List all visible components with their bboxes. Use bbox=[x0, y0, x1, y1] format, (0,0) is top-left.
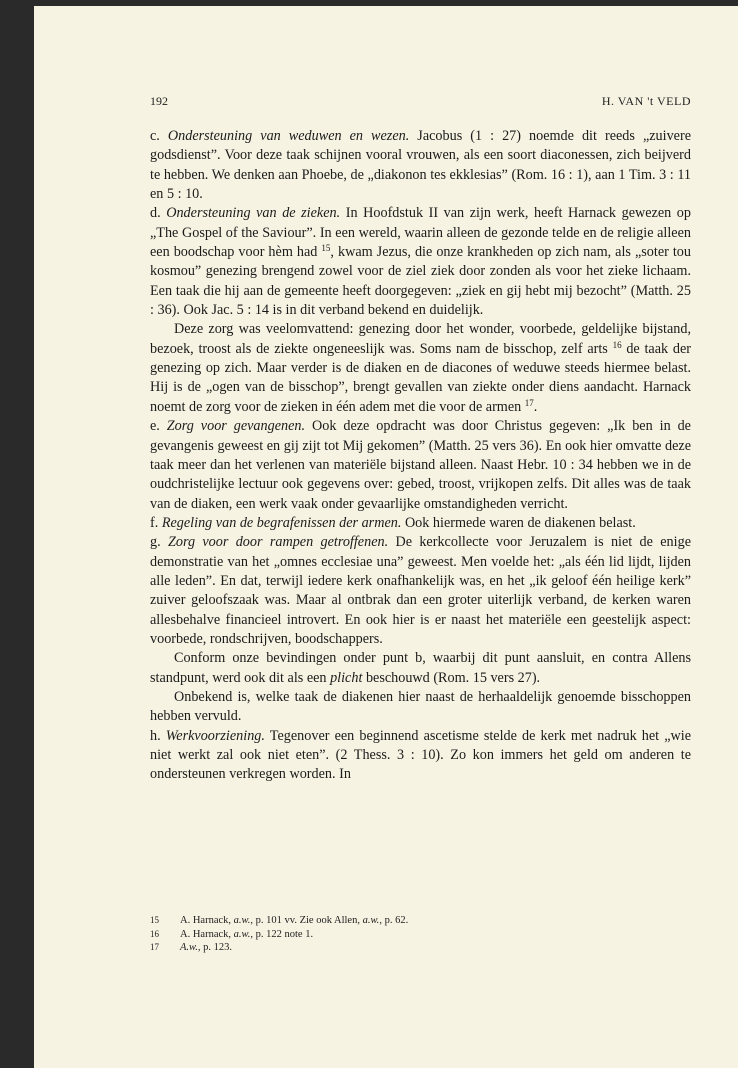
footnotes bbox=[150, 914, 691, 955]
footnote-ref-16: 16 bbox=[612, 339, 622, 350]
footnote-ref-15: 15 bbox=[321, 243, 331, 254]
paragraph-onbekend: Onbekend is, welke taak de diakenen hier naast de herhaaldelijk genoemde bisschoppen hebben vervuld. bbox=[150, 688, 691, 725]
document-page bbox=[34, 6, 738, 1068]
heading-h: Werkvoorziening. bbox=[165, 727, 265, 744]
running-title: H. VAN 't VELD bbox=[601, 94, 691, 108]
paragraph-f: f. Regeling van de begrafenissen der armen. Ook hiermede waren de diakenen belast. bbox=[150, 514, 636, 531]
paragraph-c: c. Ondersteuning van weduwen en wezen. Jacobus (1 : 27) noemde dit reeds „zuivere godsdienst”. Voor deze taak schijnen vooral vrouwen, als een soort diaconessen, zich beijverd te hebben. We denken aan Phoebe, de „diakonon tes ekklesias” (Rom. 16 : 1), aan 1 Tim. 3 : 11 en 5 : 10. bbox=[150, 128, 691, 203]
footnote-15: 15 A. Harnack, a.w., p. 101 vv. Zie ook Allen, a.w., p. 62. bbox=[150, 915, 409, 926]
paragraph-g: g. Zorg voor door rampen getroffenen. De kerkcollecte voor Jeruzalem is niet de enige demonstratie van het „omnes ecclesiae una” geweest. Men voelde het: „als één lid lijdt, lijden alle leden”. En dat, terwijl iedere kerk onafhankelijk was, en het „ik geloof één heilige kerk” zuiver geloofszaak was. Maar al ontbrak dan een groter uiterlijk verband, de kerken waren allesbehalve financieel introvert. En ook hier is er naast het materiële een geestelijk aspect: voorbede, rondschrijven, boodschappers. bbox=[150, 534, 691, 647]
heading-d: Ondersteuning van de zieken. bbox=[166, 205, 341, 222]
paragraph-conform: Conform onze bevindingen onder punt b, waarbij dit punt aansluit, en contra Allens standpunt, werd ook dit als een plicht beschouwd (Rom. 15 vers 27). bbox=[150, 650, 691, 686]
heading-e: Zorg voor gevangenen. bbox=[166, 418, 306, 435]
heading-f: Regeling van de begrafenissen der armen. bbox=[161, 514, 402, 531]
footnote-17: 17 A.w., p. 123. bbox=[150, 942, 233, 953]
page-number: 192 bbox=[150, 94, 168, 108]
paragraph-d: d. Ondersteuning van de zieken. In Hoofdstuk II van zijn werk, heeft Harnack gewezen op „The Gospel of the Saviour”. In een wereld, waarin alleen de gezonde telde en de religie alleen een boodschap voor hèm had $^{15}$, kwam Jezus, die onze krankheden op zich nam, als „soter tou kosmou” genezing brengend zowel voor de ziel ziek door zonden als voor het zieke lichaam. Een taak die hij aan de gemeente heeft doorgegeven: „ziek en gij hebt mij bezocht” (Matth. 25 : 36). Ook Jac. 5 : 14 is in dit verband bekend en duidelijk. bbox=[150, 205, 691, 319]
footnote-ref-17: 17 bbox=[524, 397, 534, 408]
heading-c: Ondersteuning van weduwen en wezen. bbox=[167, 128, 410, 144]
footnote-16: 16 A. Harnack, a.w., p. 122 note 1. bbox=[150, 928, 314, 940]
body-text bbox=[150, 127, 691, 785]
paragraph-zorg: Deze zorg was veelomvattend: genezing door het wonder, voorbede, geldelijke bijstand, bezoek, troost als de ziekte ongeneeslijk was. Soms nam de bisschop, zelf arts $^{16}$ de taak der genezing op zich. Maar verder is de diaken en de diacones of weduwe steeds hiermee belast. Hij is de „ogen van de bisschop”, brengt gevallen van ziekte onder diens aandacht. Harnack noemt de zorg voor de zieken in één adem met die voor de armen $^{17}$. bbox=[150, 321, 691, 415]
paragraph-h: h. Werkvoorziening. Tegenover een beginnend ascetisme stelde de kerk met nadruk het „wie niet werkt zal ook niet eten”. (2 Thess. 3 : 10). Zo kon immers het geld om anderen te ondersteunen verkregen worden. In bbox=[150, 727, 692, 783]
heading-g: Zorg voor door rampen getroffenen. bbox=[167, 534, 389, 551]
paragraph-e: e. Zorg voor gevangenen. Ook deze opdracht was door Christus gegeven: „Ik ben in de gevangenis geweest en gij zijt tot Mij gekomen” (Matth. 25 vers 36). En ook hier omvatte deze taak meer dan het verlenen van materiële bijstand alleen. Naast Hebr. 10 : 34 hebben we in de oudchristelijke lectuur ook gegevens over: gebed, troost, vrijkopen zelfs. Dit alles was de taak van de diaken, een werk vaak onder gevaarlijke omstandigheden verricht. bbox=[150, 418, 691, 512]
